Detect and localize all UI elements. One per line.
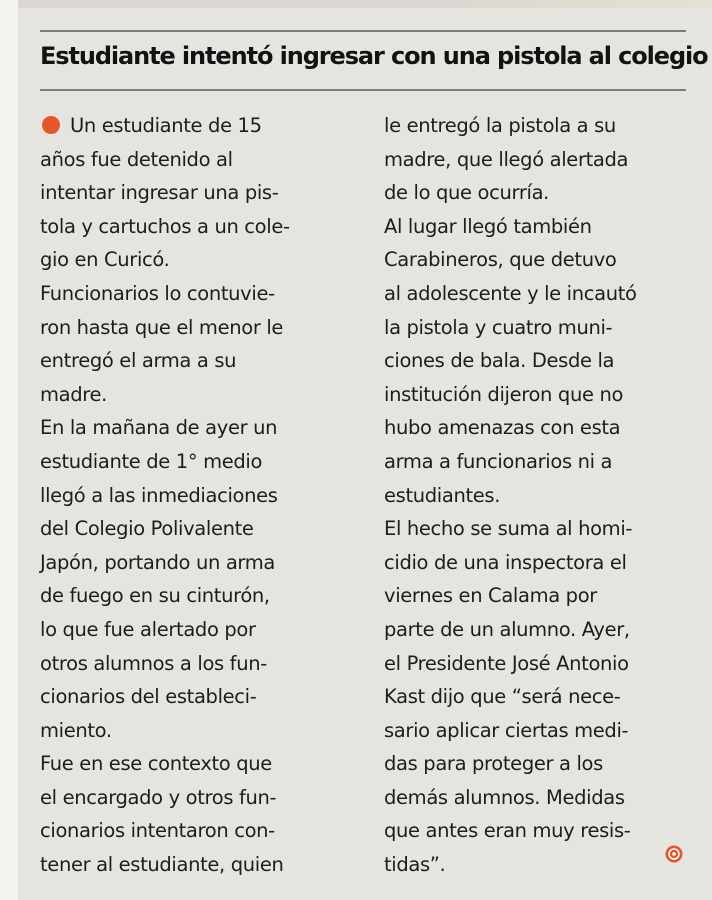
- article-column-left: [40, 109, 370, 882]
- article-line: demás alumnos. Medidas: [384, 785, 625, 809]
- article-line: El hecho se suma al homi-: [384, 517, 633, 541]
- article-line: madre.: [40, 382, 108, 406]
- article-line: de fuego en su cinturón,: [40, 584, 270, 608]
- article-line: gio en Curicó.: [40, 248, 170, 272]
- article-line: miento.: [40, 718, 112, 742]
- article-line: hubo amenazas con esta: [384, 416, 621, 440]
- article-line: ron hasta que el menor le: [40, 315, 284, 339]
- article-line: madre, que llegó alertada: [384, 147, 629, 171]
- article-line: de lo que ocurría.: [384, 181, 550, 205]
- article-line: tidas”.: [384, 853, 446, 877]
- article-line: el encargado y otros fun-: [40, 785, 277, 809]
- article-line: Fue en ese contexto que: [40, 752, 272, 776]
- article-line: cionarios del estableci-: [40, 685, 257, 709]
- article-line: ciones de bala. Desde la: [384, 349, 615, 373]
- article-line: Al lugar llegó también: [384, 214, 592, 238]
- orange-dot-icon: [42, 116, 60, 134]
- article-line: institución dijeron que no: [384, 382, 624, 406]
- article-line: estudiante de 1° medio: [40, 449, 263, 473]
- article-line: Kast dijo que “será nece-: [384, 685, 621, 709]
- article-line: Un estudiante de 15: [40, 109, 370, 143]
- article-line: estudiantes.: [384, 483, 501, 507]
- article-line: la pistola y cuatro muni-: [384, 315, 613, 339]
- article-line: le entregó la pistola a su: [384, 114, 616, 137]
- article-line: entregó el arma a su: [40, 349, 237, 373]
- article-line: Funcionarios lo contuvie-: [40, 281, 275, 305]
- article-line: que antes eran muy resis-: [384, 819, 631, 843]
- article-line: lo que fue alertado por: [40, 617, 256, 641]
- article-line: cidio de una inspectora el: [384, 550, 627, 574]
- article-line: En la mañana de ayer un: [40, 416, 278, 440]
- article-line: intentar ingresar una pis-: [40, 181, 279, 205]
- article-line: sario aplicar ciertas medi-: [384, 718, 629, 742]
- article-line: el Presidente José Antonio: [384, 651, 629, 675]
- previous-article-remnant: [18, 0, 712, 8]
- article-line: arma a funcionarios ni a: [384, 449, 613, 473]
- headline-divider: [40, 89, 686, 91]
- article-line: parte de un alumno. Ayer,: [384, 617, 630, 641]
- article-line: cionarios intentaron con-: [40, 819, 275, 843]
- article-line: Japón, portando un arma: [40, 550, 275, 574]
- article-line: años fue detenido al: [40, 147, 233, 171]
- page-margin: [0, 0, 18, 900]
- article-line: tener al estudiante, quien: [40, 853, 284, 877]
- end-of-article-icon: [665, 845, 683, 863]
- top-divider: [40, 30, 686, 32]
- article-line: del Colegio Polivalente: [40, 517, 254, 541]
- article-line: llegó a las inmediaciones: [40, 483, 278, 507]
- article-line: viernes en Calama por: [384, 584, 597, 608]
- article-line: al adolescente y le incautó: [384, 281, 637, 305]
- article-line: Carabineros, que detuvo: [384, 248, 617, 272]
- article-line: tola y cartuchos a un cole-: [40, 214, 290, 238]
- article-line: das para proteger a los: [384, 752, 603, 776]
- article-headline: Estudiante intentó ingresar con una pistola al colegio: [40, 42, 708, 70]
- article-column-right: [384, 109, 694, 882]
- article-line: otros alumnos a los fun-: [40, 651, 267, 675]
